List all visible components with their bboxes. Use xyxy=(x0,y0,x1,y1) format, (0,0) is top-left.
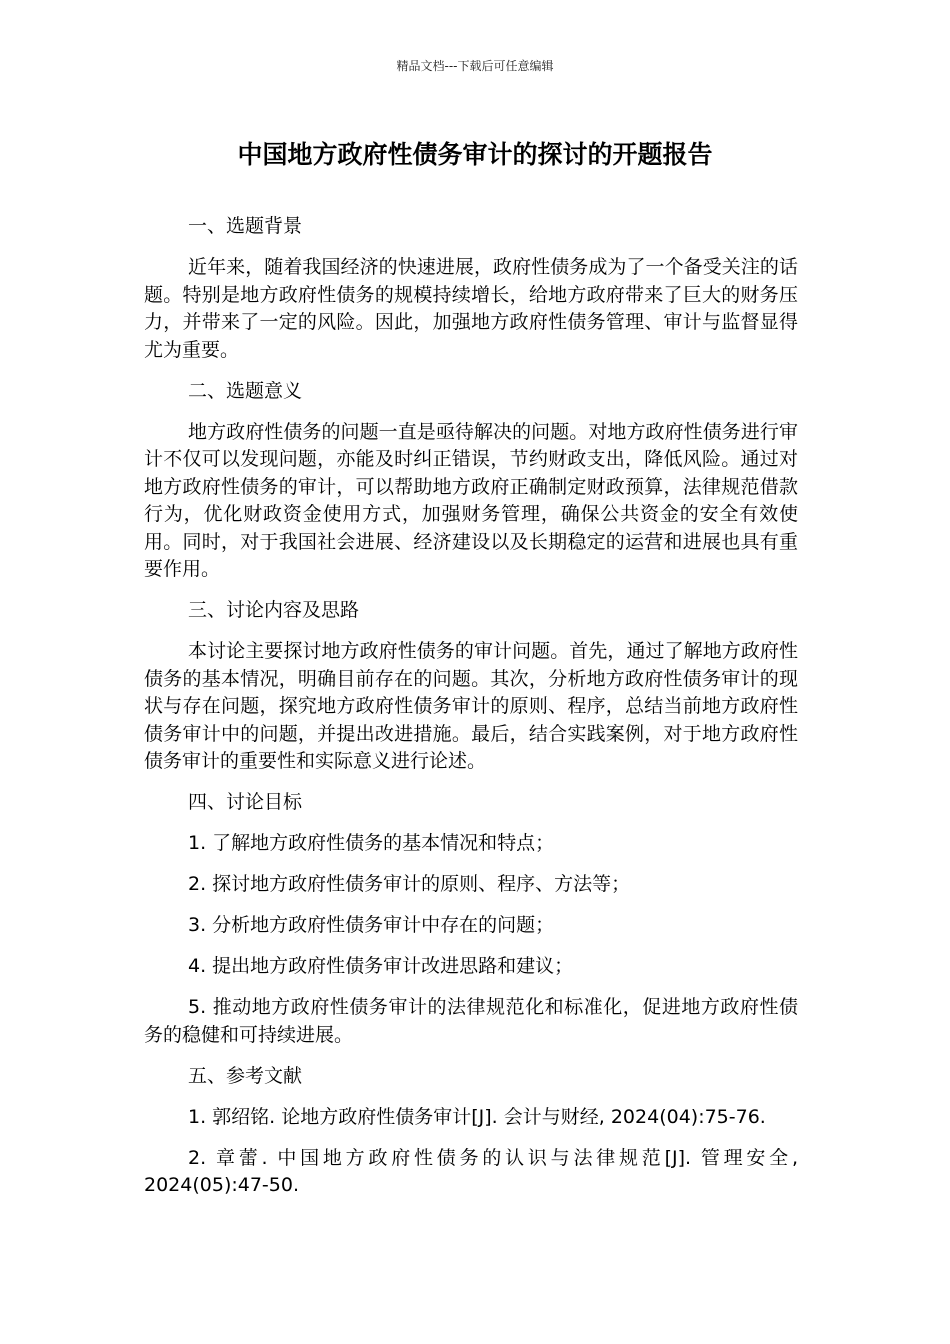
section-heading-references: 五、参考文献 xyxy=(188,1064,303,1087)
paragraph-content: 本讨论主要探讨地方政府性债务的审计问题。首先，通过了解地方政府性债务的基本情况，明确目前存在的问题。其次，分析地方政府性债务审计的现状与存在问题，探究地方政府性债务审计的原则、程序，总结当前地方政府性债务审计中的问题，并提出改进措施。最后，结合实践案例，对于地方政府性债务审计的重要性和实际意义进行论述。 xyxy=(144,640,798,772)
paragraph-background: 近年来，随着我国经济的快速进展，政府性债务成为了一个备受关注的话题。特别是地方政府性债务的规模持续增长，给地方政府带来了巨大的财务压力，并带来了一定的风险。因此，加强地方政府性债务管理、审计与监督显得尤为重要。 xyxy=(144,256,798,361)
reference-item: 1. 郭绍铭. 论地方政府性债务审计[J]. 会计与财经, 2024(04):75-76. xyxy=(188,1105,766,1128)
section-heading-content: 三、讨论内容及思路 xyxy=(188,599,360,621)
header-note: 精品文档---下载后可任意编辑 xyxy=(396,59,554,73)
document-body xyxy=(144,213,798,1213)
objective-item: 2. 探讨地方政府性债务审计的原则、程序、方法等； xyxy=(188,873,631,895)
section-heading-background: 一、选题背景 xyxy=(188,215,303,237)
objective-item: 4. 提出地方政府性债务审计改进思路和建议； xyxy=(188,955,574,977)
objective-item: 3. 分析地方政府性债务审计中存在的问题； xyxy=(188,914,555,936)
reference-item: 2. 章蕾. 中国地方政府性债务的认识与法律规范[J]. 管理安全, 2024(05):47-50. xyxy=(144,1146,798,1196)
objective-item: 5. 推动地方政府性债务审计的法律规范化和标准化，促进地方政府性债务的稳健和可持续进展。 xyxy=(144,996,798,1046)
objective-item: 1. 了解地方政府性债务的基本情况和特点； xyxy=(188,832,555,854)
section-heading-significance: 二、选题意义 xyxy=(188,379,303,402)
paragraph-significance: 地方政府性债务的问题一直是亟待解决的问题。对地方政府性债务进行审计不仅可以发现问题，亦能及时纠正错误，节约财政支出，降低风险。通过对地方政府性债务的审计，可以帮助地方政府正确制定财政预算，法律规范借款行为，优化财政资金使用方式，加强财务管理，确保公共资金的安全有效使用。同时，对于我国社会进展、经济建设以及长期稳定的运营和进展也具有重要作用。 xyxy=(144,420,798,580)
section-heading-objectives: 四、讨论目标 xyxy=(188,791,303,813)
document-title: 中国地方政府性债务审计的探讨的开题报告 xyxy=(237,140,713,169)
